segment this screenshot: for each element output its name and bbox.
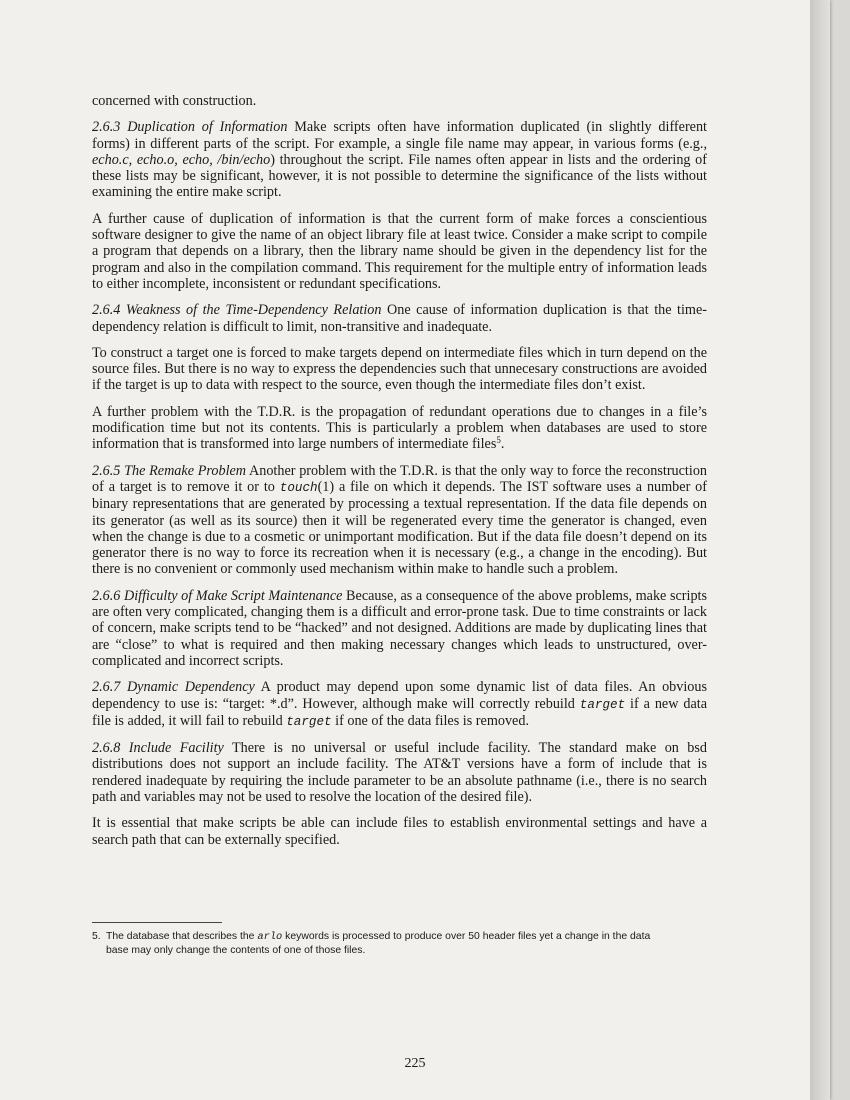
page-edge [810,0,830,1100]
section-2-6-7-paragraph-1: 2.6.7 Dynamic Dependency A product may depend upon some dynamic list of data files. An obvious dependency to use is: “target: *.d”. However, although make will correctly rebuild target if a new data file is added, it will fail to rebuild target if one of the data files is removed. [92,679,707,729]
section-2-6-3-heading: 2.6.3 Duplication of Information [92,119,288,136]
page-number: 225 [404,1056,426,1071]
target-word: target [579,697,626,712]
footnote-continuation: base may only change the contents of one of those files. [106,945,366,956]
section-2-6-4-paragraph-3: A further problem with the T.D.R. is the propagation of redundant operations due to changes in a file’s modification time but not its contents. This is particularly a problem when databases are used to store information that is transformed into large numbers of intermediate files$^5$. [92,403,707,453]
section-2-6-8-paragraph-1: 2.6.8 Include Facility There is no universal or useful include facility. The standard make on bsd distributions does not support an include facility. The AT&T versions have a form of include that is rendered inadequate by requiring the include parameter to be an absolute pathname (i.e., there is no search path and variables may not be used to resolve the location of the desired file). [92,740,708,805]
footnote: 5. The database that describes the arlo keywords is processed to produce over 50 header files yet a change in the data base may only change the contents of one of those files. [92,930,707,957]
body-text [92,93,707,858]
section-2-6-8-heading: 2.6.8 Include Facility [92,740,224,757]
file-names: echo.c, echo.o, echo, /bin/echo [92,151,271,168]
touch-command: touch [279,480,318,495]
section-2-6-5-heading: 2.6.5 The Remake Problem [92,462,247,479]
section-2-6-6-paragraph-1: 2.6.6 Difficulty of Make Script Maintenance Because, as a consequence of the above problems, make scripts are often very complicated, changing them is a difficult and error-prone task. Due to time constraints or lack of concern, make scripts tend to be “hacked” and not designed. Additions are made by duplicating lines that are “close” to what is required and then making necessary changes which leads to unstructured, over-complicated and incorrect scripts. [92,587,707,669]
target-word: target [286,714,332,729]
footnote-number: 5. [92,931,101,942]
section-2-6-3-paragraph-2: A further cause of duplication of information is that the current form of make forces a conscientious software designer to give the name of an object library file at least twice. Consider a make script to compile a program that depends on a library, then the library name should be given in the dependency list for the program and also in the compilation command. This requirement for the multiple entry of information leads to either incomplete, inconsistent or redundant specifications. [92,210,707,292]
footnote-marker: 5 [496,435,501,446]
section-2-6-3-paragraph-1: 2.6.3 Duplication of Information Make scripts often have information duplicated (in slightly different forms) in different parts of the script. For example, a single file name may appear, in various forms (e.g., echo.c, echo.o, echo, /bin/echo) throughout the script. File names often appear in lists and the ordering of these lists may be significant, however, it is not possible to determine the significance of the lists without examining the entire make script. [92,119,707,201]
section-2-6-4-paragraph-2: To construct a target one is forced to make targets depend on intermediate files which in turn depend on the source files. But there is no way to express the dependencies such that unnecesary constructions are avoided if the target is up to data with respect to the source, even though the intermediate files don’t exist. [92,344,707,394]
footnote-rule [92,922,222,923]
footnote-keyword: arlo [257,931,283,943]
intro-fragment: concerned with construction. [92,93,257,109]
section-2-6-7-heading: 2.6.7 Dynamic Dependency [92,679,255,696]
section-2-6-4-paragraph-1: 2.6.4 Weakness of the Time-Dependency Relation One cause of information duplication is that the time-dependency relation is difficult to limit, non-transitive and inadequate. [92,302,707,335]
section-2-6-4-heading: 2.6.4 Weakness of the Time-Dependency Relation [92,302,382,319]
section-2-6-5-paragraph-1: 2.6.5 The Remake Problem Another problem with the T.D.R. is that the only way to force the reconstruction of a target is to remove it or to touch(1) a file on which it depends. The IST software uses a number of binary representations that are generated by processing a textual representation. If the data file depends on its generator (as well as its source) then it will be regenerated every time the generator is changed, even when the change is due to a cosmetic or unimportant modification. But if the data file doesn’t depend on its generator there is no way to force its recreation when it is necessary (e.g., a change in the encoding). But there is no convenient or commonly used mechanism within make to handle such a problem. [92,462,708,578]
section-2-6-6-heading: 2.6.6 Difficulty of Make Script Maintenance [92,587,343,604]
section-2-6-8-paragraph-2: It is essential that make scripts be able can include files to establish environmental settings and have a search path that can be externally specified. [92,815,707,848]
